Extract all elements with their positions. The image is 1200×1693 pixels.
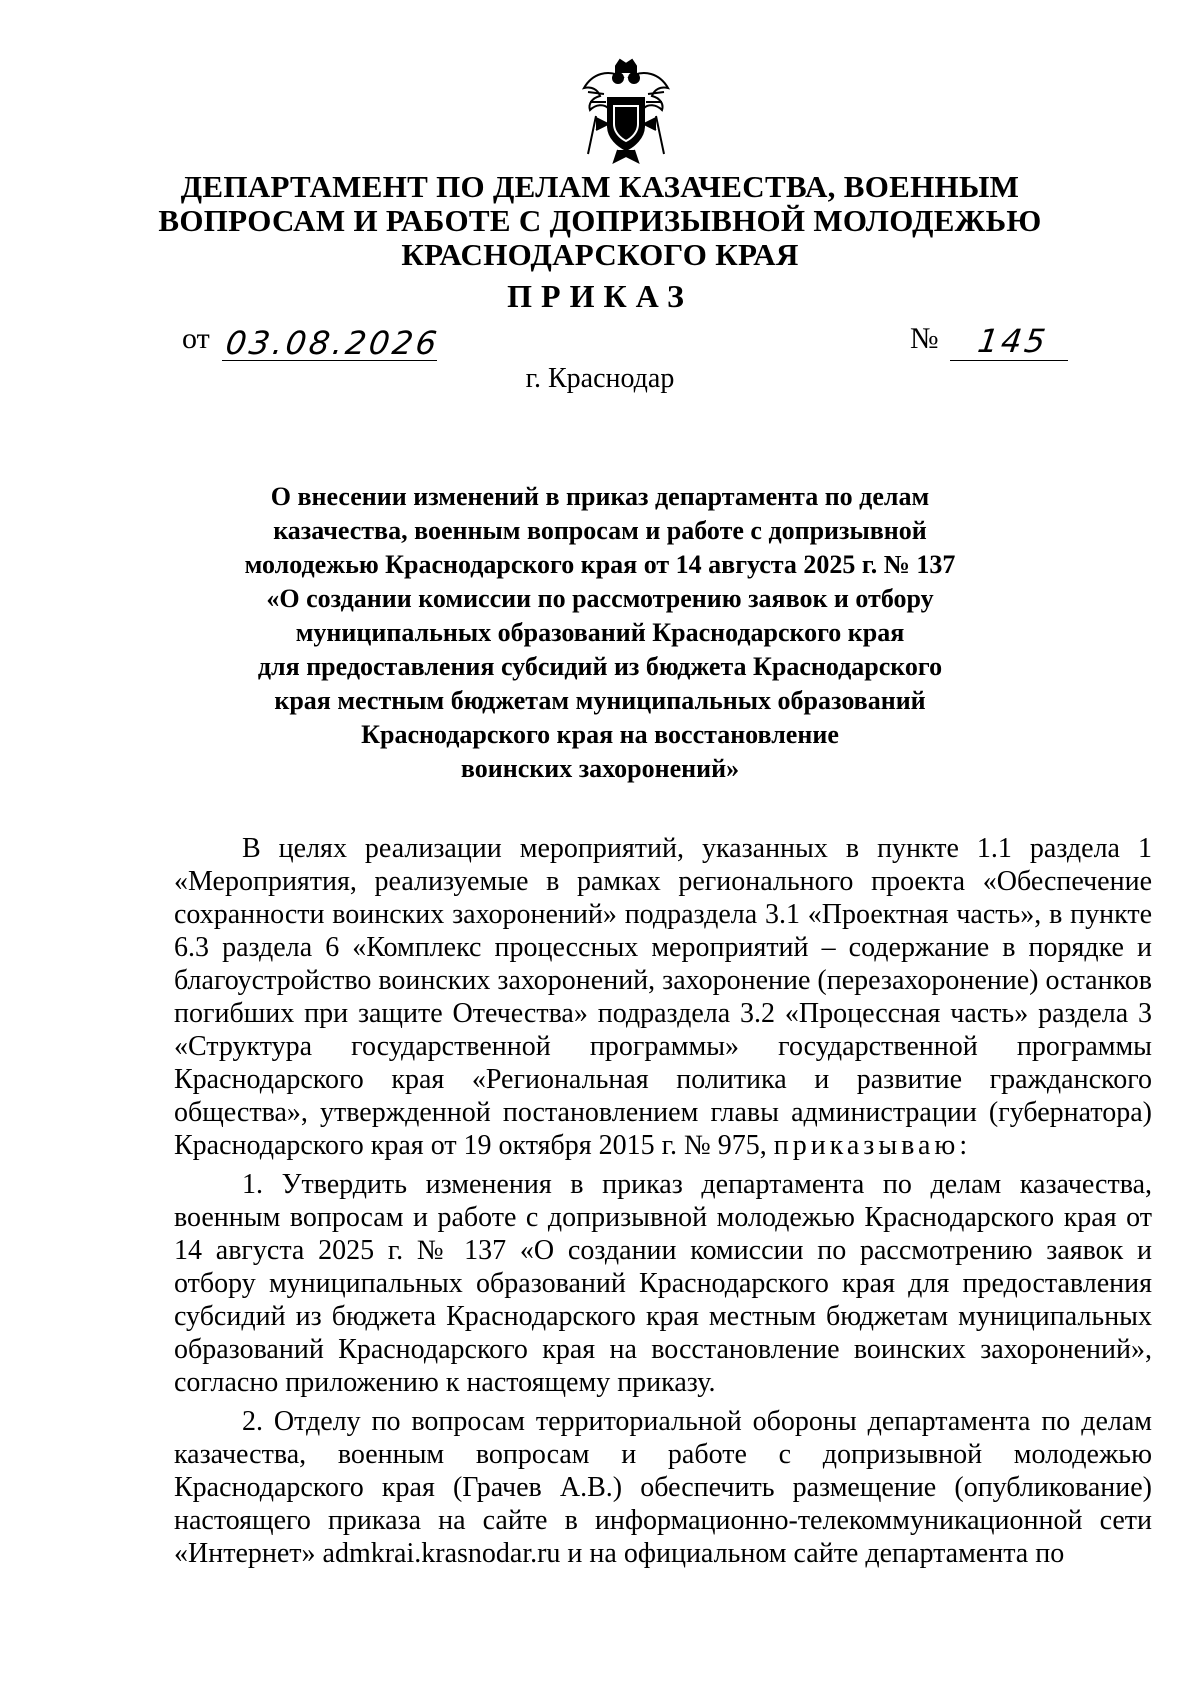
- order-title-line: Краснодарского края на восстановление: [361, 720, 839, 749]
- order-title-line: казачества, военным вопросам и работе с допризывной: [273, 516, 927, 545]
- order-title-line: края местным бюджетам муниципальных образований: [274, 686, 926, 715]
- date-number-row: [0, 312, 1200, 362]
- handwritten-number: 145: [975, 322, 1051, 360]
- order-body: [174, 832, 1152, 1570]
- coat-of-arms-emblem: [578, 58, 674, 166]
- order-title-line: «О создании комиссии по рассмотрению заявок и отбору: [266, 584, 934, 613]
- number-prefix: №: [910, 322, 939, 355]
- handwritten-date: 03.08.2026: [223, 324, 442, 362]
- department-name-line-2: ВОПРОСАМ И РАБОТЕ С ДОПРИЗЫВНОЙ МОЛОДЕЖЬЮ: [158, 203, 1042, 238]
- item-1-paragraph: 1. Утвердить изменения в приказ департамента по делам казачества, военным вопросам и работе с допризывной молодежью Краснодарского края от 14 августа 2025 г. № 137 «О создании комиссии по рассмотрению заявок и отбору муниципальных образований Краснодарского края для предоставления субсидий из бюджета Краснодарского края местным бюджетам муниципальных образований Краснодарского края на восстановление воинских захоронений», согласно приложению к настоящему приказу.: [174, 1169, 1152, 1398]
- preamble-text: В целях реализации мероприятий, указанных в пункте 1.1 раздела 1 «Мероприятия, реализуемые в рамках регионального проекта «Обеспечение сохранности воинских захоронений» подраздела 3.1 «Проектная часть», в пункте 6.3 раздела 6 «Комплекс процессных мероприятий – содержание в порядке и благоустройство воинских захоронений, захоронение (перезахоронение) останков погибших при защите Отечества» подраздела 3.2 «Процессная часть» раздела 3 «Структура государственной программы» государственной программы Краснодарского края «Региональная политика и развитие гражданского общества», утвержденной постановлением главы администрации (губернатора) Краснодарского края от 19 октября 2015 г. № 975,: [174, 833, 1152, 1161]
- item-2-paragraph: 2. Отделу по вопросам территориальной обороны департамента по делам казачества, военным вопросам и работе с допризывной молодежью Краснодарского края (Грачев А.В.) обеспечить размещение (опубликование) настоящего приказа на сайте в информационно-телекоммуникационной сети «Интернет» admkrai.krasnodar.ru и на официальном сайте департамента по: [174, 1406, 1152, 1569]
- order-title-line: воинских захоронений»: [460, 754, 740, 783]
- department-name-line-3: КРАСНОДАРСКОГО КРАЯ: [401, 237, 799, 272]
- order-title-line: для предоставления субсидий из бюджета Краснодарского: [257, 652, 943, 681]
- preamble-paragraph: [174, 832, 1152, 1162]
- order-title-line: муниципальных образований Краснодарского края: [295, 618, 905, 647]
- order-title: [180, 480, 1020, 786]
- document-type: ПРИКАЗ: [507, 278, 693, 314]
- date-underline: [222, 324, 442, 362]
- department-name-line-1: ДЕПАРТАМЕНТ ПО ДЕЛАМ КАЗАЧЕСТВА, ВОЕННЫМ: [180, 169, 1020, 204]
- order-word: приказываю:: [773, 1130, 972, 1161]
- order-title-line: молодежью Краснодарского края от 14 августа 2025 г. № 137: [244, 550, 956, 579]
- number-underline: [950, 322, 1068, 361]
- department-name: [150, 170, 1050, 272]
- order-title-line: О внесении изменений в приказ департамента по делам: [270, 482, 930, 511]
- date-prefix: от: [182, 322, 210, 355]
- city: г. Краснодар: [525, 363, 675, 394]
